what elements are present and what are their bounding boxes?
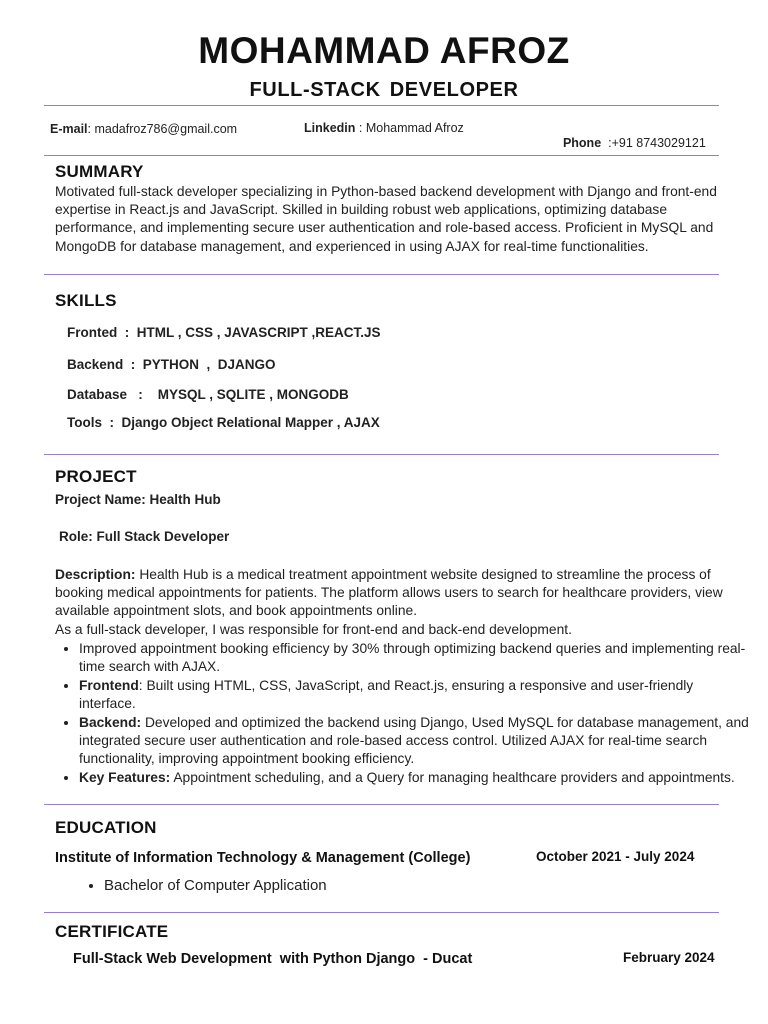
skill-tools: Tools : Django Object Relational Mapper , AJAX <box>67 415 380 430</box>
project-bullets <box>55 640 751 787</box>
divider <box>44 454 719 455</box>
email-value[interactable]: : madafroz786@gmail.com <box>87 122 238 136</box>
candidate-name: MOHAMMAD AFROZ <box>198 30 570 71</box>
education-dates: October 2021 - July 2024 <box>536 849 695 864</box>
skill-database: Database : MYSQL , SQLITE , MONGODB <box>67 387 349 402</box>
education-degree: • Bachelor of Computer Application <box>104 877 768 895</box>
project-description <box>55 566 735 621</box>
project-responsibility: As a full-stack developer, I was responsible for front-end and back-end development. <box>55 622 572 637</box>
project-name: Project Name: Health Hub <box>55 492 221 507</box>
divider <box>44 274 719 275</box>
summary-text: Motivated full-stack developer specializing in Python-based backend development with Django and front-end expertise in React.js and JavaScript. Skilled in building robust web applications, optimizing database performance, and implementing secure user authentication and role-based access. Proficient in MySQL and MongoDB for database management, and experienced in using AJAX for real-time functionalities. <box>55 184 717 254</box>
education-heading: EDUCATION <box>55 818 157 837</box>
summary-heading: SUMMARY <box>55 162 144 181</box>
skills-heading: SKILLS <box>55 291 117 310</box>
contact-linkedin <box>304 121 464 135</box>
skill-frontend: Fronted : HTML , CSS , JAVASCRIPT ,REACT.JS <box>67 325 381 340</box>
linkedin-label: Linkedin <box>304 121 356 135</box>
skill-backend: Backend : PYTHON , DJANGO <box>67 357 276 372</box>
divider <box>44 912 719 913</box>
list-item: • Backend: Developed and optimized the backend using Django, Used MySQL for database management, and integrated secure user authentication and role-based access control. Utilized AJAX for real-time search functionality, improving appointment booking efficiency. <box>79 714 751 769</box>
education-institute: Institute of Information Technology & Management (College) <box>55 850 471 866</box>
job-title: FULL-STACK DEVELOPER <box>249 79 519 101</box>
divider <box>44 804 719 805</box>
certificate-date: February 2024 <box>623 950 715 965</box>
divider <box>44 105 719 106</box>
list-item: • Improved appointment booking efficiency by 30% through optimizing backend queries and implementing real-time search with AJAX. <box>79 640 751 677</box>
certificate-heading: CERTIFICATE <box>55 922 169 941</box>
list-item: • Key Features: Appointment scheduling, and a Query for managing healthcare providers and appointments. <box>79 769 751 787</box>
phone-label: Phone <box>562 136 602 150</box>
certificate-name: Full-Stack Web Development with Python Django - Ducat <box>73 951 473 967</box>
contact-email <box>50 122 237 136</box>
email-label: E-mail <box>50 122 88 136</box>
divider <box>44 155 719 156</box>
linkedin-value[interactable]: : Mohammad Afroz <box>355 121 464 135</box>
project-role: Role: Full Stack Developer <box>59 529 230 544</box>
contact-phone <box>556 122 706 150</box>
list-item: • Frontend: Built using HTML, CSS, JavaScript, and React.js, ensuring a responsive and user-friendly interface. <box>79 677 751 714</box>
description-label: Description: <box>55 567 136 582</box>
description-text: Health Hub is a medical treatment appointment website designed to streamline the process of booking medical appointments for patients. The platform allows users to search for healthcare providers, view available appointment slots, and book appointments online. <box>55 567 723 619</box>
phone-value: :+91 8743029121 <box>601 136 706 150</box>
project-heading: PROJECT <box>55 467 137 486</box>
education-list <box>80 877 768 895</box>
